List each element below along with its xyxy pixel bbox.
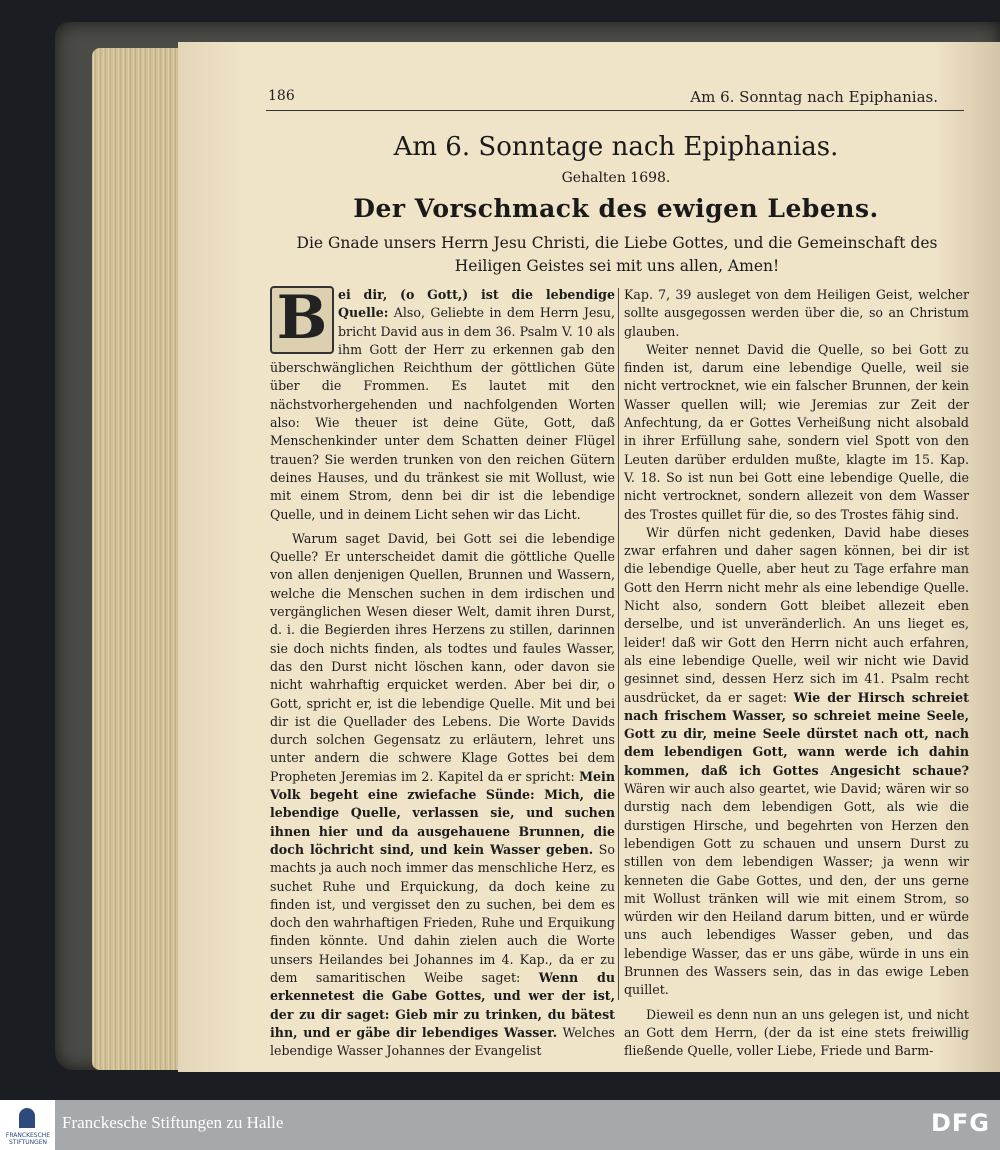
greeting: Die Gnade unsers Herrn Jesu Christi, die Liebe Gottes, und die Gemeinschaft des Heiligen Geistes sei mit uns allen, Amen! bbox=[296, 234, 938, 275]
page-subtitle: Gehalten 1698. bbox=[561, 170, 671, 186]
paragraph bbox=[270, 530, 615, 1061]
institution-logo[interactable] bbox=[0, 1100, 55, 1150]
paragraph-text: Also, Geliebte in dem Herrn Jesu, bricht David aus in dem 36. Psalm V. 10 als ihm Gott der Herr zu erkennen gab den überschwänglichen Reichthum der göttlichen Güte über die Frommen. Es lautet mit den nächstvorhergehenden und nachfolgenden Worten also: Wie theuer ist deine Güte, Gott, daß Menschenkinder unter dem Schatten deiner Flügel trauen? Sie werden trunken von den reichen Gütern deines Hauses, und du tränkest sie mit Wollust, wie mit einem Strom, denn bei dir ist die lebendige Quelle, und in deinem Licht sehen wir das Licht. bbox=[270, 305, 615, 522]
column-divider bbox=[618, 288, 619, 1000]
paragraph bbox=[624, 1006, 969, 1061]
paragraph bbox=[624, 286, 969, 341]
running-head bbox=[266, 86, 964, 111]
paragraph bbox=[270, 283, 615, 524]
quote-emphasis: Wenn du erkennetest die Gabe Gottes, und wer der ist, der zu dir saget: Gieb mir zu trinken, du bätest ihn, und er gäbe dir lebendiges Wasser. bbox=[270, 969, 615, 1040]
page-title: Am 6. Sonntage nach Epiphanias. bbox=[393, 132, 839, 162]
opening-quote: ei dir, (o Gott,) ist die lebendige Quelle: bbox=[338, 287, 615, 321]
sermon-title: Der Vorschmack des ewigen Lebens. bbox=[353, 194, 879, 223]
paragraph-text: Welches lebendige Wasser Johannes der Evangelist bbox=[270, 1024, 615, 1059]
paragraph-text: Wir dürfen nicht gedenken, David habe dieses zwar erfahren und daher sagen können, bei dir ist die lebendige Quelle, aber heut zu Tage erfahre man Gott den Herrn nicht mehr als eine lebendige Quelle. Nicht also, sondern Gott bleibet allezeit eben derselbe, und ist unveränderlich. An uns lieget es, leider! daß wir Gott den Herrn nicht auch erfahren, als eine lebendige Quelle, weil wir nicht wie David gesinnet sind, dessen Herz sich im 41. Psalm recht ausdrücket, da er saget: bbox=[624, 524, 969, 705]
footer-bar bbox=[0, 1100, 1000, 1150]
paragraph-text: Wären wir auch also geartet, wie David; wären wir so durstig nach dem lebendigen Gott, als wie die durstigen Hirsche, und begehrten von Herzen den lebendigen Gott zu schauen und unsern Durst zu stillen von dem lebendigen Wasser; ja wenn wir kenneten die Gabe Gottes, und den, der uns gerne mit Wollust tränken will wie mit einem Strom, so würden wir den Heiland darum bitten, und er würde uns auch lebendiges Wasser geben, und das lebendige Wasser, das er uns gäbe, würde in uns ein Brunnen des Wassers sein, das in das ewige Leben quillet. bbox=[624, 781, 969, 998]
institution-name[interactable]: Franckesche Stiftungen zu Halle bbox=[62, 1113, 284, 1132]
dfg-logo[interactable]: DFG bbox=[930, 1109, 990, 1137]
running-title: Am 6. Sonntag nach Epiphanias. bbox=[690, 88, 938, 106]
paragraph-text: So machts ja auch noch immer das menschliche Herz, es suchet Ruhe und Erquickung, da doch keine zu finden ist, und vergisset den zu suchen, bei dem es doch den wahrhaftigen Frieden, Ruhe und Erquikung finden könnte. Und dahin zielen auch die Worte unsers Heilandes bei Johannes im 4. Kap., da er zu dem samaritischen Weibe saget: bbox=[270, 841, 615, 985]
quote-emphasis: Mein Volk begeht eine zwiefache Sünde: Mich, die lebendige Quelle, verlassen sie, und suchen ihnen hier und da ausgehauene Brunnen, die doch löchricht sind, und kein Wasser geben. bbox=[270, 768, 615, 857]
book-page bbox=[178, 42, 1000, 1072]
paragraph-text: Weiter nennet David die Quelle, so bei Gott zu finden ist, darum eine lebendige Quelle, weil sie nicht vertrocknet, wie ein falscher Brunnen, der kein Wasser quellen will; wie Jeremias zur Zeit der Anfechtung, da er Gottes Verheißung nicht alsobald in ihrer Erfüllung sahe, sondern viel Spott von den Leuten darüber erdulden mußte, klagte im 15. Kap. V. 18. So ist nun bei Gott eine lebendige Quelle, die nicht vertrocknet, sondern allezeit von dem Wasser des Trostes quillet für die, so des Trostes fähig sind. bbox=[624, 341, 969, 522]
paragraph-text: Warum saget David, bei Gott sei die lebendige Quelle? Er unterscheidet damit die göttliche Quelle von allen denjenigen Quellen, Brunnen und Wassern, welche die Menschen suchen in dem irdischen und vergänglichen Wesen dieser Welt, damit ihren Durst, d. i. die Begierden ihres Herzens zu stillen, darinnen sie doch nichts finden, als todtes und faules Wasser, das den Durst nicht löschen kann, oder davon sie nicht wahrhaftig erquicket werden. Aber bei dir, o Gott, spricht er, ist die lebendige Quelle. Mit und bei dir ist die Quellader des Lebens. Die Worte Davids durch solchen Gegensatz zu erläutern, lehret uns unter andern die schwere Klage Gottes bei dem Propheten Jeremias im 2. Kapitel da er spricht: bbox=[270, 530, 615, 784]
quote-emphasis: Wie der Hirsch schreiet nach frischem Wasser, so schreiet meine Seele, Gott zu dir, meine Seele dürstet nach ott, nach dem lebendigen Gott, wann werde ich dahin kommen, daß ich Gottes Angesicht schaue? bbox=[624, 689, 969, 778]
paragraph bbox=[624, 524, 969, 1000]
logo-icon bbox=[19, 1108, 35, 1128]
logo-text: FRANCKESCHE STIFTUNGEN bbox=[5, 1132, 51, 1146]
drop-cap: B bbox=[270, 286, 334, 354]
paragraph bbox=[624, 341, 969, 524]
page-edges bbox=[92, 48, 182, 1070]
paragraph-text: Kap. 7, 39 ausleget von dem Heiligen Geist, welcher sollte ausgegossen werden über die, so an Christum glauben. bbox=[624, 287, 969, 339]
left-column bbox=[270, 283, 615, 1060]
right-column bbox=[624, 286, 969, 1060]
paragraph-text: Dieweil es denn nun an uns gelegen ist, und nicht an Gott dem Herrn, (der da ist eine stets freiwillig fließende Quelle, voller Liebe, Friede und Barm- bbox=[624, 1006, 969, 1059]
page-number: 186 bbox=[268, 88, 295, 104]
